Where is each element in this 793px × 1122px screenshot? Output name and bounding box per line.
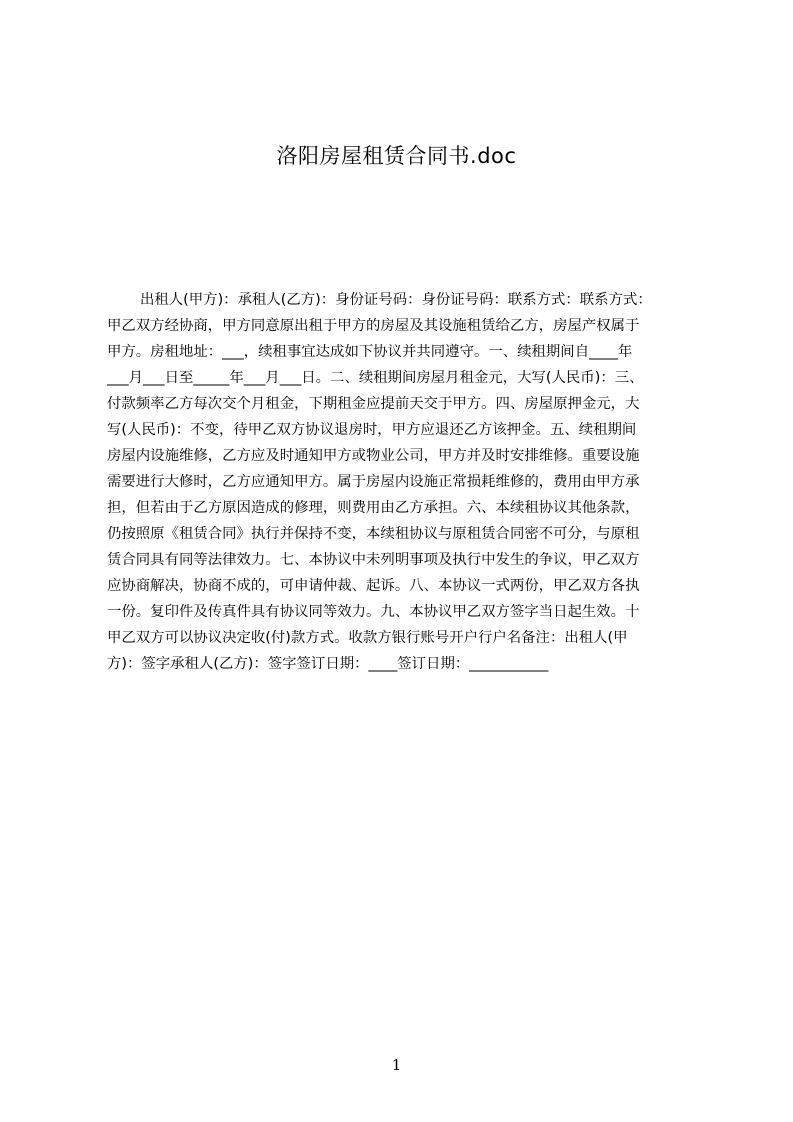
page-number: 1 [391, 1056, 402, 1074]
body-line: 应协商解决，协商不成的，可申请仲裁、起诉。八、本协议一式两份，甲乙双方各执 [107, 578, 640, 594]
body-line: 仍按照原《租赁合同》执行并保持不变，本续租协议与原租赁合同密不可分，与原租 [107, 526, 640, 542]
document-title: 洛阳房屋租赁合同书.doc [276, 144, 517, 168]
body-line: 一份。复印件及传真件具有协议同等效力。九、本协议甲乙双方签字当日起生效。十 [107, 604, 640, 620]
body-line: 甲乙双方可以协议决定收(付)款方式。收款方银行账号开户行户名备注：出租人(甲 [107, 630, 628, 646]
body-line: 甲乙双方经协商，甲方同意原出租于甲方的房屋及其设施租赁给乙方，房屋产权属于 [107, 318, 640, 334]
body-line: 写(人民币)：不变，待甲乙双方协议退房时，甲方应退还乙方该押金。五、续租期间 [107, 422, 637, 438]
body-line: ___月___日至_____年___月___日。二、续租期间房屋月租金元，大写(人民币)：三、 [107, 370, 644, 386]
body-line: 赁合同具有同等法律效力。七、本协议中未列明事项及执行中发生的争议，甲乙双方 [107, 552, 640, 568]
body-line: 方)：签字承租人(乙方)：签字签订日期：____签订日期：___________ [107, 656, 549, 672]
body-line: 房屋内设施维修，乙方应及时通知甲方或物业公司，甲方并及时安排维修。重要设施 [107, 448, 640, 464]
body-line: 需要进行大修时，乙方应通知甲方。属于房屋内设施正常损耗维修的，费用由甲方承 [107, 474, 640, 490]
body-line: 出租人(甲方)：承租人(乙方)：身份证号码：身份证号码：联系方式：联系方式： [140, 292, 652, 308]
body-line: 担，但若由于乙方原因造成的修理，则费用由乙方承担。六、本续租协议其他条款， [107, 500, 640, 516]
body-line: 甲方。房租地址：___，续租事宜达成如下协议并共同遵守。一、续租期间自____年 [107, 344, 633, 360]
document-body [107, 287, 691, 677]
body-line: 付款频率乙方每次交个月租金，下期租金应提前天交于甲方。四、房屋原押金元，大 [107, 396, 640, 412]
